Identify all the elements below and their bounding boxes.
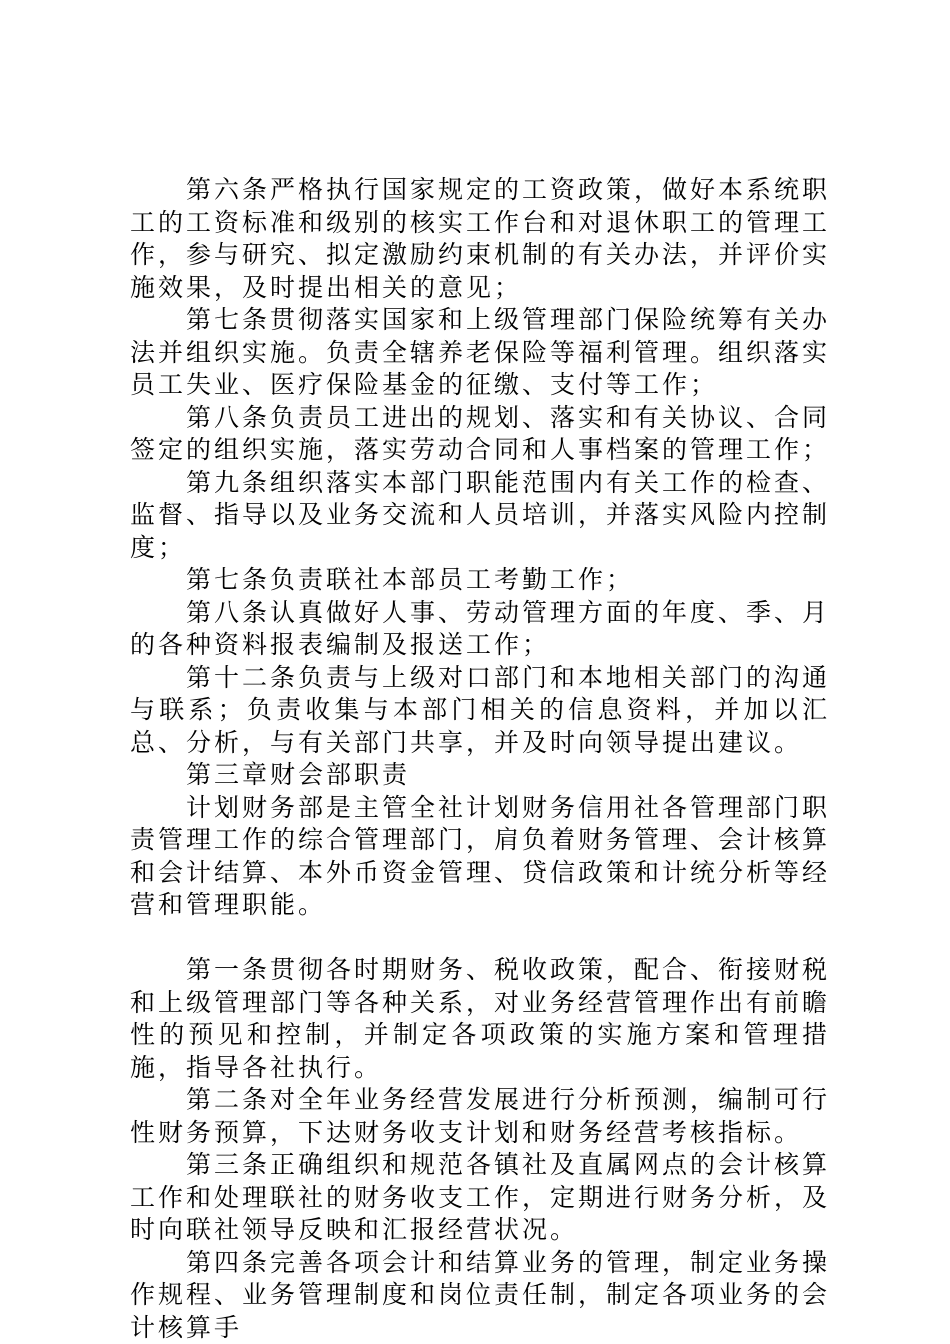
paragraph-article-2: 第二条对全年业务经营发展进行分析预测，编制可行性财务预算，下达财务收支计划和财务经营考核指标。 bbox=[130, 1085, 831, 1147]
paragraph-article-8-reports: 第八条认真做好人事、劳动管理方面的年度、季、月的各种资料报表编制及报送工作； bbox=[130, 597, 831, 659]
paragraph-department-intro: 计划财务部是主管全社计划财务信用社各管理部门职责管理工作的综合管理部门，肩负着财务管理、会计核算和会计结算、本外币资金管理、贷信政策和计统分析等经营和管理职能。 bbox=[130, 792, 831, 919]
paragraph-article-8: 第八条负责员工进出的规划、落实和有关协议、合同签定的组织实施，落实劳动合同和人事档案的管理工作； bbox=[130, 402, 831, 464]
paragraph-article-7-attendance: 第七条负责联社本部员工考勤工作； bbox=[186, 565, 635, 594]
blank-line bbox=[130, 922, 830, 955]
paragraph-article-4: 第四条完善各项会计和结算业务的管理，制定业务操作规程、业务管理制度和岗位责任制，制定各项业务的会计核算手 bbox=[130, 1247, 831, 1342]
paragraph-article-9: 第九条组织落实本部门职能范围内有关工作的检查、监督、指导以及业务交流和人员培训，并落实风险内控制度； bbox=[130, 467, 831, 562]
document-body bbox=[130, 174, 830, 1344]
paragraph-article-3: 第三条正确组织和规范各镇社及直属网点的会计核算工作和处理联社的财务收支工作，定期进行财务分析，及时向联社领导反映和汇报经营状况。 bbox=[130, 1150, 831, 1244]
paragraph-article-7: 第七条贯彻落实国家和上级管理部门保险统筹有关办法并组织实施。负责全辖养老保险等福利管理。组织落实员工失业、医疗保险基金的征缴、支付等工作； bbox=[130, 305, 831, 399]
paragraph-article-12: 第十二条负责与上级对口部门和本地相关部门的沟通与联系；负责收集与本部门相关的信息资料，并加以汇总、分析，与有关部门共享，并及时向领导提出建议。 bbox=[130, 662, 831, 757]
paragraph-article-1: 第一条贯彻各时期财务、税收政策，配合、衔接财税和上级管理部门等各种关系，对业务经营管理作出有前瞻性的预见和控制，并制定各项政策的实施方案和管理措施，指导各社执行。 bbox=[130, 955, 831, 1082]
paragraph-article-6: 第六条严格执行国家规定的工资政策，做好本系统职工的工资标准和级别的核实工作台和对退休职工的管理工作，参与研究、拟定激励约束机制的有关办法，并评价实施效果，及时提出相关的意见； bbox=[130, 175, 831, 302]
chapter-heading: 第三章财会部职责 bbox=[186, 760, 411, 789]
